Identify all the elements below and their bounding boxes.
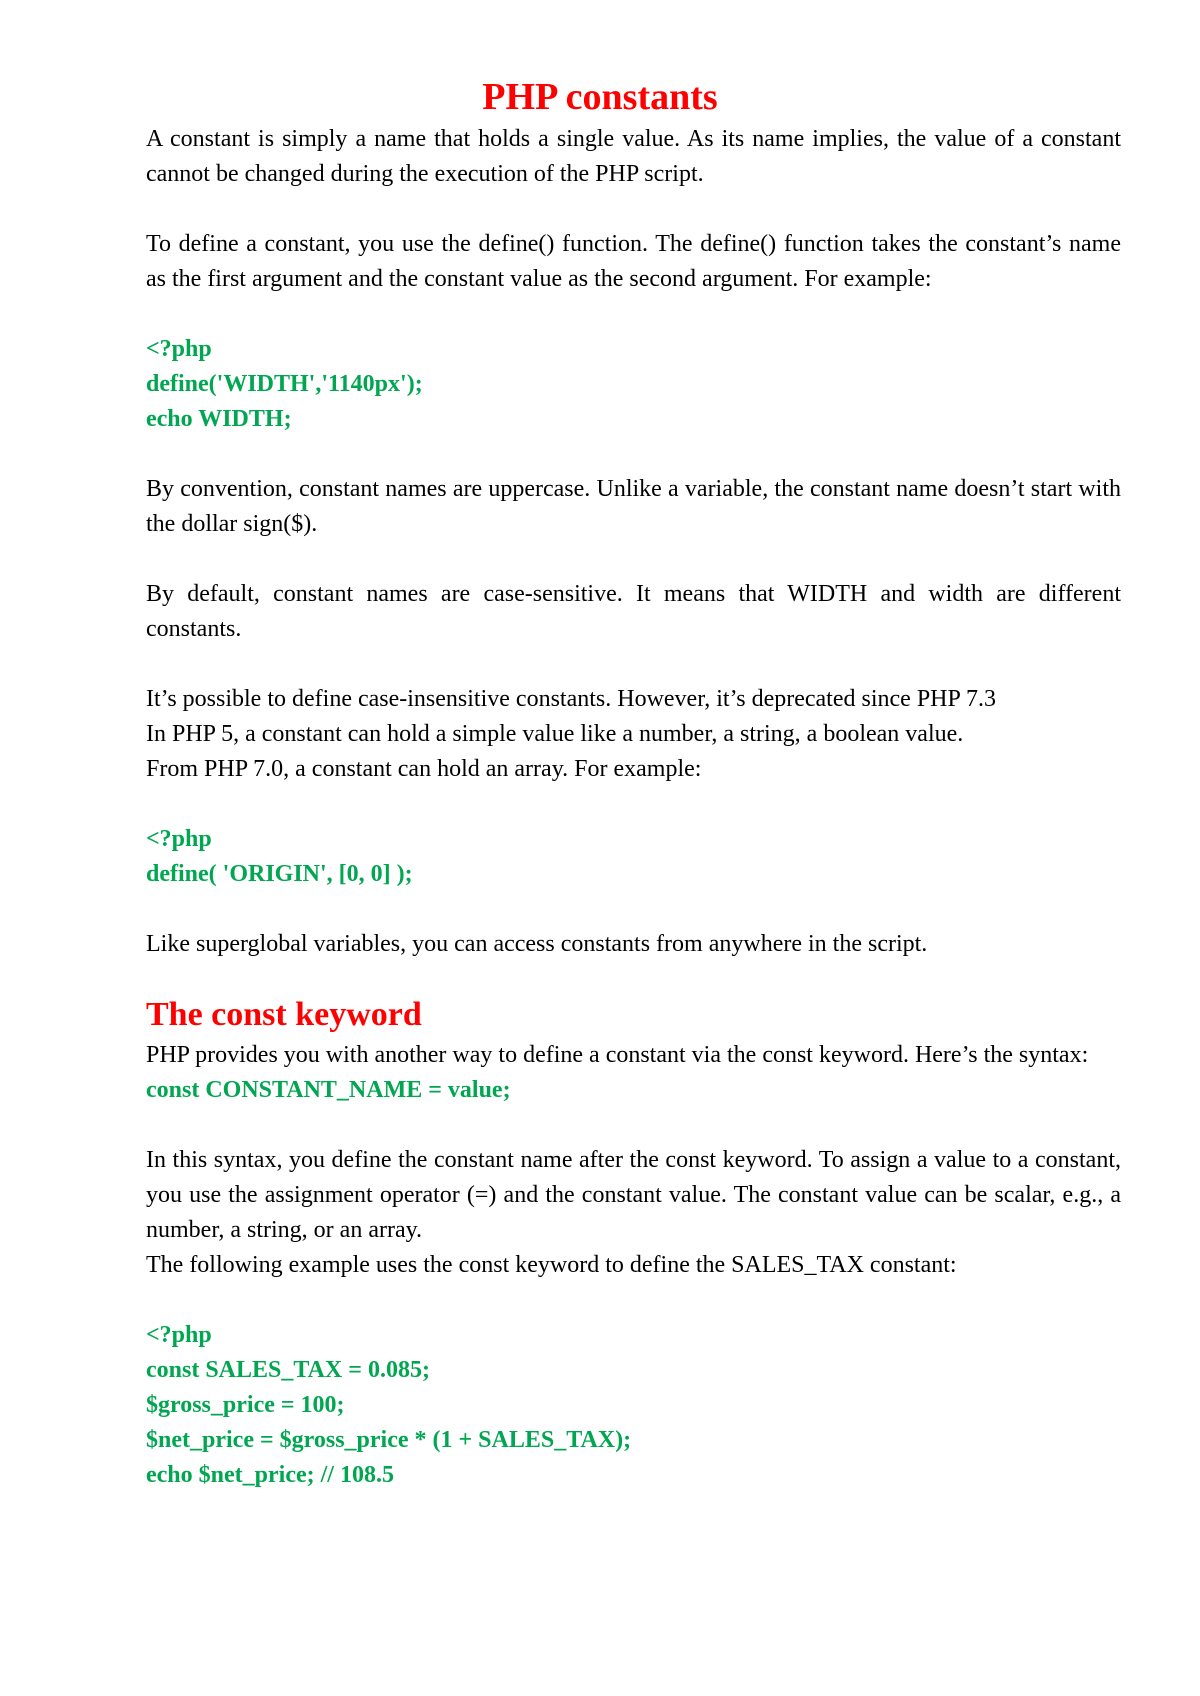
const-intro-paragraph: PHP provides you with another way to define a constant via the const keyword. Here’s the syntax: [146, 1042, 1089, 1068]
php5-paragraph: In PHP 5, a constant can hold a simple value like a number, a string, a boolean value. [146, 721, 964, 747]
code-line: $net_price = $gross_price * (1 + SALES_TAX); [146, 1427, 632, 1453]
const-example-paragraph: The following example uses the const keyword to define the SALES_TAX constant: [146, 1252, 957, 1278]
code-line: <?php [146, 336, 212, 362]
page-title: PHP constants [482, 76, 718, 118]
intro-paragraph: A constant is simply a name that holds a single value. As its name implies, the value of a constant cannot be changed during the execution of the PHP script. [146, 126, 1121, 187]
superglobal-paragraph: Like superglobal variables, you can access constants from anywhere in the script. [146, 931, 928, 957]
code-line: <?php [146, 1322, 212, 1348]
code-line: echo WIDTH; [146, 406, 292, 432]
php7-paragraph: From PHP 7.0, a constant can hold an array. For example: [146, 756, 702, 782]
case-sensitive-paragraph: By default, constant names are case-sensitive. It means that WIDTH and width are different constants. [146, 581, 1121, 642]
code-block-3 [146, 1318, 1121, 1493]
section-heading-const: The const keyword [146, 996, 422, 1033]
code-line: $gross_price = 100; [146, 1392, 345, 1418]
define-paragraph: To define a constant, you use the define() function. The define() function takes the constant’s name as the first argument and the constant value as the second argument. For example: [146, 231, 1121, 292]
const-syntax-code: const CONSTANT_NAME = value; [146, 1077, 511, 1103]
const-explain-paragraph: In this syntax, you define the constant name after the const keyword. To assign a value to a constant, you use the assignment operator (=) and the constant value. The constant value can be scalar, e.g., a number, a string, or an array. [146, 1147, 1121, 1243]
code-line: define('WIDTH','1140px'); [146, 371, 423, 397]
case-insensitive-paragraph: It’s possible to define case-insensitive constants. However, it’s deprecated since PHP 7.3 [146, 686, 996, 712]
document-body [146, 122, 1121, 1493]
convention-paragraph: By convention, constant names are uppercase. Unlike a variable, the constant name doesn’t start with the dollar sign($). [146, 476, 1121, 537]
code-line: echo $net_price; // 108.5 [146, 1462, 394, 1488]
code-line: <?php [146, 826, 212, 852]
code-line: define( 'ORIGIN', [0, 0] ); [146, 861, 413, 887]
code-line: const SALES_TAX = 0.085; [146, 1357, 430, 1383]
code-block-1 [146, 332, 1121, 437]
code-block-2 [146, 822, 1121, 892]
